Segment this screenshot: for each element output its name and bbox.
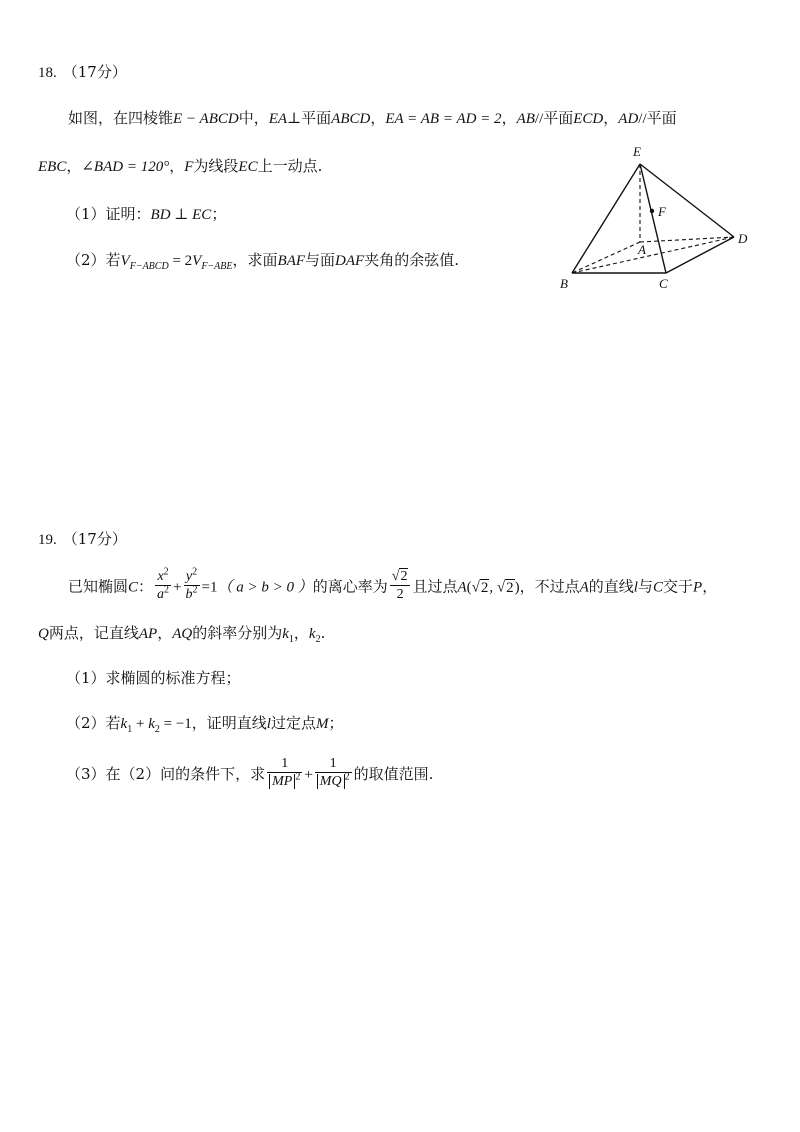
q18-number: 18.	[38, 65, 57, 81]
q19-part3	[66, 758, 433, 792]
q19-math: 2	[163, 566, 169, 578]
q19-part2	[66, 713, 344, 734]
q18-math: ECD	[573, 111, 604, 127]
label-C: C	[659, 276, 668, 291]
q19-math: 1	[288, 634, 294, 645]
q19-text: ，证明直线	[191, 714, 267, 732]
q19-math: k	[120, 716, 128, 732]
q18-math: BAF	[277, 253, 306, 269]
q18-text: ，	[501, 109, 517, 127]
q18-part1-math: BD ⊥ EC	[150, 207, 212, 223]
q19-math: 2	[295, 771, 301, 783]
eccentricity-fraction: $\frac{√2}{2}$	[390, 569, 411, 603]
q19-text: ；	[328, 714, 344, 732]
q19-text: .	[320, 624, 326, 642]
q19-math: 2	[390, 585, 411, 603]
q19-text: 的斜率分别为	[192, 624, 283, 642]
q19-math: M	[315, 716, 329, 732]
q18-text: ，	[66, 157, 82, 175]
q18-stem-line1	[68, 108, 677, 129]
q18-pyramid: E − ABCD	[173, 111, 239, 127]
q18-math: EA	[268, 111, 288, 127]
q19-header	[38, 529, 127, 550]
q19-stem-line2	[38, 623, 325, 644]
q18-math: ⊥	[287, 111, 302, 127]
q18-math: ∠BAD = 120°	[81, 159, 170, 175]
edge-AD	[640, 237, 734, 242]
ellipse-x-fraction	[155, 568, 171, 603]
q18-math: //	[638, 111, 647, 127]
q18-text: 夹角的余弦值.	[364, 251, 459, 269]
q18-part1-label: （1）证明：	[66, 205, 151, 223]
q18-math: = 2	[168, 253, 193, 269]
q19-math: l	[633, 579, 638, 596]
q19-text: 的离心率为	[312, 577, 388, 596]
q18-text: 平面	[543, 109, 574, 127]
q19-math: l	[266, 716, 271, 732]
ellipse-y-fraction	[184, 568, 200, 603]
q19-number: 19.	[38, 532, 57, 548]
q18-text: 平面	[301, 109, 332, 127]
q19-math: 1	[127, 724, 133, 735]
q19-text: ，	[702, 577, 718, 596]
mp-fraction	[267, 756, 302, 790]
q19-math: Q	[38, 626, 49, 642]
q18-score: （17分）	[62, 63, 127, 81]
q18-math: DAF	[335, 253, 365, 269]
q19-math: C	[128, 579, 139, 596]
q19-math: ,	[489, 579, 497, 596]
q19-math: =1	[201, 579, 218, 596]
q19-math: x	[157, 569, 164, 584]
q19-math: P	[693, 579, 703, 596]
q19-math: k	[282, 626, 289, 642]
q19-math: a	[157, 587, 165, 602]
q19-math: +	[132, 716, 149, 732]
q18-math: F	[184, 159, 194, 175]
q18-math: AD	[618, 111, 639, 127]
q19-math: k	[148, 716, 155, 732]
q19-math: A	[579, 579, 589, 596]
q18-text: 平面	[646, 109, 677, 127]
q19-text: 的取值范围.	[353, 765, 434, 783]
q19-text: 且过点	[412, 577, 458, 596]
q19-math: +	[173, 579, 182, 596]
q19-score: （17分）	[62, 530, 127, 548]
q19-math: 2	[192, 566, 198, 578]
q18-text: ，求面	[232, 251, 278, 269]
q19-math: MQ	[317, 774, 345, 789]
q19-text: ：	[138, 577, 154, 596]
q18-text: ，	[370, 109, 386, 127]
q18-volume: V	[192, 253, 202, 269]
q18-text: ；	[211, 205, 227, 223]
q18-math: EBC	[38, 159, 67, 175]
q18-text: 如图，在四棱锥	[68, 109, 174, 127]
q19-math: )	[514, 579, 520, 596]
q18-math: ABCD	[331, 111, 371, 127]
label-E: E	[633, 144, 641, 159]
mq-fraction	[315, 756, 352, 790]
q18-text: 中，	[238, 109, 269, 127]
q18-text: ，	[603, 109, 619, 127]
q19-math: A	[457, 579, 467, 596]
pyramid-figure	[548, 140, 788, 300]
q18-volume-sub: F−ABCD	[129, 261, 169, 272]
q19-part2-label: （2）若	[66, 714, 121, 732]
q19-text: 交于	[663, 577, 694, 596]
q18-header	[38, 62, 127, 83]
q19-math: C	[652, 579, 663, 596]
q19-math: MP	[269, 774, 295, 789]
q19-text: 的直线	[588, 577, 634, 596]
q19-text: 与	[637, 577, 653, 596]
edge-BD	[572, 237, 734, 273]
q18-stem-line2	[38, 156, 322, 177]
q19-part1-text: （1）求椭圆的标准方程；	[66, 669, 241, 687]
q19-math: k	[308, 626, 316, 642]
q19-text: 已知椭圆	[68, 577, 129, 596]
q19-text: ，	[157, 624, 173, 642]
q19-text: ，	[293, 624, 309, 642]
q19-math: 1	[281, 756, 289, 771]
q19-math: y	[185, 569, 193, 584]
q19-part1	[66, 668, 241, 688]
q18-math: //	[534, 111, 544, 127]
q18-part2	[66, 250, 459, 271]
q19-math: (	[466, 579, 472, 596]
q19-math: = −1	[159, 716, 192, 732]
q19-math: （ a > b > 0 ）	[217, 579, 313, 596]
edge-CD	[666, 237, 734, 273]
q18-math: AB	[516, 111, 535, 127]
q19-math: 2	[506, 579, 514, 596]
q19-math: 2	[480, 579, 489, 596]
q18-text: 与面	[305, 251, 336, 269]
q19-math: 1	[329, 756, 337, 771]
label-F: F	[658, 204, 666, 219]
q18-text: 上一动点.	[257, 157, 323, 175]
q19-math: 2	[154, 724, 160, 735]
q19-math: b	[185, 587, 193, 602]
q19-math: AQ	[172, 626, 193, 642]
q18-text: ，	[169, 157, 185, 175]
q19-text: 过定点	[270, 714, 316, 732]
q18-part1	[66, 204, 226, 225]
q19-math: AP	[138, 626, 158, 642]
q19-text: ，不过点	[519, 577, 580, 596]
q18-part2-label: （2）若	[66, 251, 121, 269]
q19-stem-line1: 已知椭圆C： $\frac{x^2}{a^2}$ + $\frac{y^2}{b^2}$ =1（ a > b > 0 ）的离心率为 $\frac{√2}{2}$ 且过点A(√2, √2)，不过点A的直线l与C交于P，	[68, 566, 718, 602]
q18-volume-sub: F−ABE	[201, 261, 233, 272]
q19-math: 2	[192, 584, 198, 596]
q18-math: EA = AB = AD = 2	[385, 111, 502, 127]
edge-EB	[572, 164, 640, 273]
q19-math: 2	[344, 771, 350, 783]
q18-text: 为线段	[193, 157, 239, 175]
label-B: B	[560, 276, 568, 291]
q18-volume: V	[120, 253, 130, 269]
q19-math: 2	[315, 634, 321, 645]
label-D: D	[738, 231, 748, 246]
q19-text: 两点，记直线	[48, 624, 139, 642]
point-F	[650, 209, 654, 213]
label-A: A	[638, 242, 646, 257]
q19-math: +	[304, 767, 313, 783]
q19-math: 2	[400, 568, 408, 584]
q19-part3-label: （3）在（2）问的条件下，求	[66, 765, 266, 783]
q18-math: EC	[238, 159, 258, 175]
q19-math: 2	[164, 584, 170, 596]
